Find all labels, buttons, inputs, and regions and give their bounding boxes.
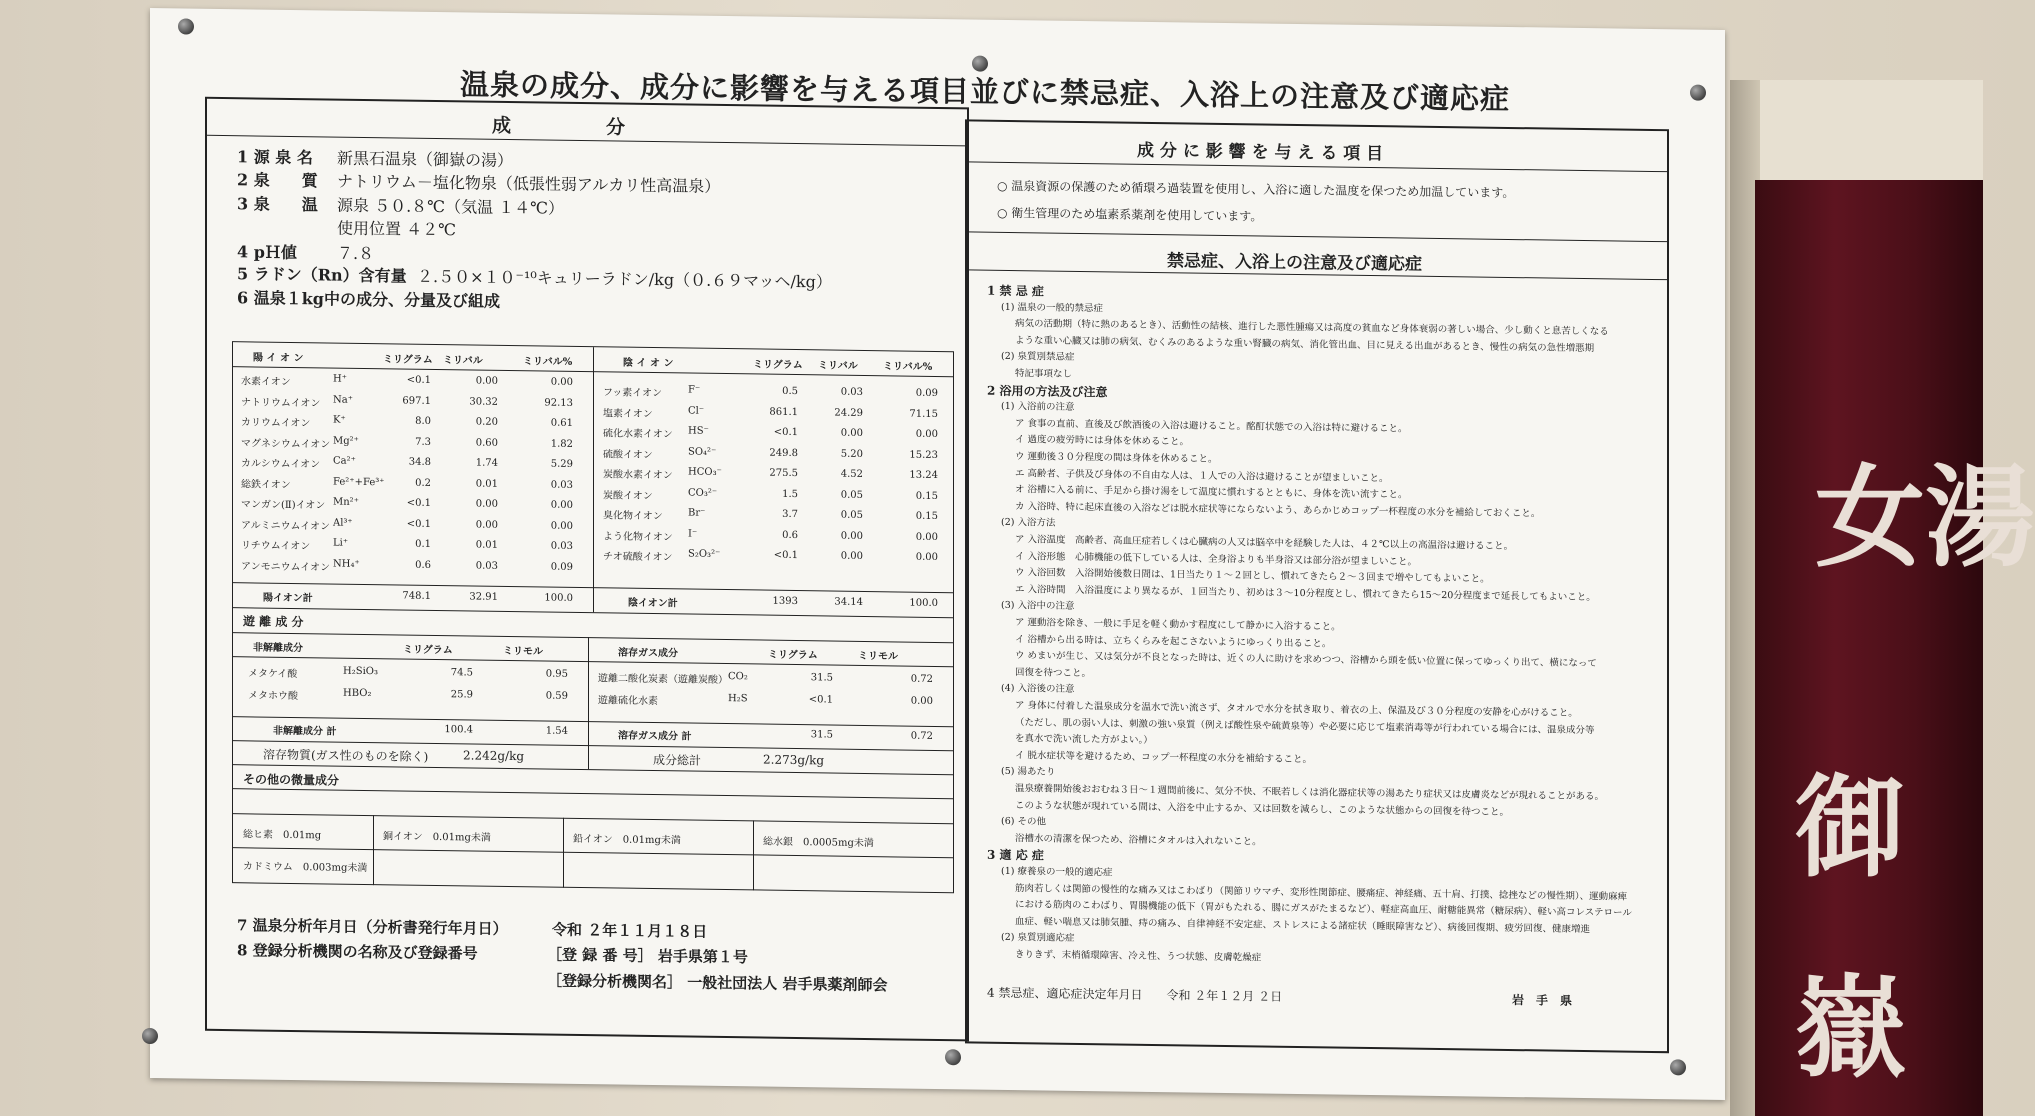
- ion-mval-pct: 5.29: [550, 458, 573, 470]
- info-label: 1 源 泉 名: [237, 147, 313, 168]
- total-mg: 100.4: [444, 724, 473, 736]
- ion-formula: Cl⁻: [688, 405, 705, 417]
- gas-mmol: 0.72: [910, 673, 933, 685]
- ion-mval: 0.01: [475, 539, 498, 551]
- screw: [1670, 1059, 1686, 1075]
- caution-line: ウ 運動後３０分程度の間は身体を休めること。: [1015, 451, 1218, 465]
- ion-formula: Ca²⁺: [333, 455, 356, 467]
- noren-curtain: [1755, 180, 2035, 1116]
- caution-line: ような重い心臓又は肺の病気、むくみのあるような重い腎臓の病気、消化管出血、目に見える出血があるとき、慢性の病気の急性増悪期: [1015, 334, 1595, 354]
- caution-line: (3) 入浴中の注意: [1001, 600, 1075, 613]
- info-label: 2 泉 質: [237, 170, 318, 191]
- caution-line: 回復を待つこと。: [1015, 666, 1092, 679]
- ion-mval: 0.60: [475, 437, 498, 449]
- ion-formula: Li⁺: [333, 537, 349, 549]
- ion-mval-pct: 92.13: [544, 397, 573, 409]
- ion-mval: 0.05: [840, 489, 863, 501]
- gas-mg: <0.1: [808, 694, 833, 706]
- caution-line: オ 浴槽に入る前に、手足から掛け湯をして温度に慣れするとともに、身体を洗い流すこと。: [1015, 484, 1408, 501]
- caution-line: カ 入浴時、特に起床直後の入浴などは脱水症状等にならないよう、あらかじめコップ一杯程度の水分を補給しておくこと。: [1015, 500, 1541, 520]
- ion-name: 炭酸水素イオン: [603, 469, 673, 482]
- total-mval: 32.91: [469, 591, 498, 603]
- total-mmol: 1.54: [545, 725, 568, 737]
- ion-mg: 8.0: [415, 415, 431, 427]
- caution-line: における筋肉のこわばり、胃腸機能の低下（胃がもたれる、腸にガスがたまるなど）、軽症高血圧、耐糖能異常（糖尿病）、軽い高コレステロール: [1015, 899, 1632, 919]
- ion-mval: 0.00: [840, 530, 863, 542]
- total-label: 非解離成分 計: [273, 725, 337, 738]
- ion-formula: F⁻: [688, 384, 701, 396]
- ion-name: 臭化物イオン: [603, 510, 663, 523]
- caution-line: 病気の活動期（特に熱のあるとき）、活動性の結核、進行した悪性腫瘍又は高度の貧血など身体衰弱の著しい場合、少し動くと息苦しくなる: [1015, 318, 1609, 338]
- total-mg: 748.1: [402, 590, 431, 602]
- ion-mg: 34.8: [408, 456, 431, 468]
- ion-mg: <0.1: [406, 497, 431, 509]
- gas-formula: H₂S: [728, 693, 748, 705]
- board-title: 温泉の成分、成分に影響を与える項目並びに禁忌症、入浴上の注意及び適応症: [460, 67, 1511, 116]
- footer-value: ［登録分析機関名］ 一般社団法人 岩手県薬剤師会: [547, 971, 888, 995]
- effects-header: 成 分 に 影 響 を 与 え る 項 目: [1137, 140, 1384, 165]
- gas-mg: 31.5: [810, 672, 833, 684]
- ion-mval-pct: 0.03: [550, 479, 573, 491]
- ion-formula: K⁺: [333, 414, 346, 426]
- ion-mval-pct: 71.15: [909, 408, 938, 420]
- caution-line: イ 脱水症状等を避けるため、コップ一杯程度の水分を補給すること。: [1015, 749, 1312, 766]
- caution-line: を真水で洗い流した方がよい。）: [1015, 733, 1153, 747]
- info-label: 5 ラドン（Rn）含有量: [237, 264, 407, 286]
- ion-name: フッ素イオン: [603, 387, 662, 400]
- ion-name: 塩素イオン: [603, 407, 653, 420]
- ion-name: ナトリウムイオン: [241, 396, 321, 409]
- caution-line: ウ 入浴回数 入浴開始後数日間は、1日当たり１～２回とし、慣れてきたら２～３回まで増やしてもよいこと。: [1015, 567, 1490, 585]
- ion-formula: NH₄⁺: [333, 558, 360, 570]
- composition-table: [232, 341, 954, 893]
- info-value: 使用位置 ４２℃: [337, 218, 456, 240]
- dissolved-value: 2.242g/kg: [463, 748, 525, 764]
- ion-name: アルミニウムイオン: [241, 519, 330, 533]
- info-label: 6 温泉１kg中の成分、分量及び組成: [237, 288, 500, 311]
- ion-name: 水素イオン: [241, 376, 291, 388]
- ion-mval-pct: 0.00: [550, 520, 573, 532]
- column-header: ミリモル: [858, 650, 898, 663]
- ion-mg: 1.5: [782, 488, 798, 500]
- caution-line: (2) 泉質別適応症: [1001, 932, 1075, 945]
- ion-formula: CO₃²⁻: [688, 487, 718, 499]
- ion-mval-pct: 1.82: [550, 438, 573, 450]
- ion-mval-pct: 0.09: [550, 561, 573, 573]
- ion-mval: 0.00: [475, 498, 498, 510]
- ion-formula: Br⁻: [688, 507, 706, 519]
- trace-item: 銅イオン 0.01mg未満: [383, 831, 491, 844]
- info-label: 4 pＨ値: [237, 242, 297, 263]
- caution-line: 2 浴用の方法及び注意: [987, 383, 1108, 399]
- caution-line: ア 運動浴を除き、一般に手足を軽く動かす程度にして静かに入浴すること。: [1015, 617, 1341, 633]
- caution-line: 浴槽水の清潔を保つため、浴槽にタオルは入れないこと。: [1015, 832, 1262, 848]
- caution-line: 温泉療養開始後おおむね３日～１週間前後に、気分不快、不眠若しくは消化器症状等の湯あたり症状又は皮膚炎などが現れることがある。: [1015, 783, 1605, 803]
- ion-mg: 0.6: [782, 529, 798, 541]
- ion-mg: 0.2: [415, 477, 431, 489]
- ion-mg: 3.7: [782, 508, 798, 521]
- ion-mval: 1.74: [475, 457, 498, 469]
- total-mg: 1393: [772, 595, 798, 608]
- effect-note: ○ 衛生管理のため塩素系薬剤を使用しています。: [997, 205, 1263, 224]
- ion-mval: 0.00: [475, 375, 498, 387]
- caution-line: (1) 入浴前の注意: [1001, 401, 1075, 414]
- ion-mval-pct: 0.00: [550, 376, 573, 388]
- footer-value: ［登 録 番 号］ 岩手県第１号: [547, 945, 748, 967]
- ion-name: リチウムイオン: [241, 540, 311, 553]
- ion-formula: Mg²⁺: [333, 435, 359, 447]
- ion-name: チオ硫酸イオン: [603, 551, 673, 564]
- ion-mg: <0.1: [406, 518, 431, 530]
- ion-name: カルシウムイオン: [241, 458, 321, 471]
- caution-line: (6) その他: [1001, 816, 1046, 828]
- info-label: 3 泉 温: [237, 194, 318, 215]
- caution-line: きりきず、末梢循環障害、冷え性、うつ状態、皮膚乾燥症: [1015, 949, 1262, 964]
- components-panel: [205, 97, 969, 1042]
- column-header: ミリバル%: [883, 361, 933, 373]
- wall-edge: [1755, 80, 1983, 180]
- footer-label: 8 登録分析機関の名称及び登録番号: [237, 941, 478, 963]
- gas-formula: CO₂: [728, 671, 748, 683]
- gas-name: 遊離硫化水素: [598, 695, 658, 708]
- ion-mval-pct: 0.00: [915, 428, 938, 441]
- caution-line: 1 禁 忌 症: [987, 283, 1044, 299]
- caution-line: イ 入浴形態 心肺機能の低下している人は、全身浴よりも半身浴又は部分浴が望ましいこと。: [1015, 550, 1418, 568]
- total-label: 溶存ガス成分 計: [618, 730, 692, 743]
- component-name: メタケイ酸: [248, 668, 298, 681]
- ion-name: 硫化水素イオン: [603, 428, 673, 441]
- gas-mmol: 0.00: [910, 695, 933, 707]
- ion-mval-pct: 0.03: [550, 540, 573, 552]
- ion-name: マグネシウムイオン: [241, 437, 331, 451]
- ion-mval: 0.00: [475, 519, 498, 531]
- component-formula: HBO₂: [343, 687, 372, 700]
- curtain-char: 嶽: [1795, 963, 1905, 1092]
- ion-name: カリウムイオン: [241, 417, 311, 430]
- caution-line: エ 入浴時間 入浴温度により異なるが、１回当たり、初めは３～10分程度とし、慣れてきたら15～20分程度まで延長してもよいこと。: [1015, 583, 1596, 603]
- authority: 岩 手 県: [1512, 993, 1573, 1008]
- total-mg: 31.5: [810, 729, 833, 741]
- column-header: ミリグラム: [768, 649, 818, 662]
- info-value: ７.８: [337, 243, 375, 264]
- ion-name: 総鉄イオン: [241, 478, 291, 491]
- ion-mg: 697.1: [402, 395, 431, 407]
- component-mg: 74.5: [450, 667, 473, 679]
- footer-label: 7 温泉分析年月日（分析書発行年月日）: [237, 916, 508, 938]
- info-value: ２.５０×１０⁻¹⁰キュリーラドン/kg（０.６９マッヘ/kg）: [417, 266, 832, 292]
- ion-mg: 0.5: [782, 385, 798, 398]
- caution-line: (1) 療養泉の一般的適応症: [1001, 865, 1113, 879]
- component-formula: H₂SiO₃: [343, 665, 378, 678]
- column-header: ミリバル%: [523, 356, 573, 368]
- info-value: 源泉 ５０.８℃（気温 １４℃）: [337, 195, 565, 218]
- column-header: 非解離成分: [253, 642, 303, 655]
- ion-formula: I⁻: [688, 528, 698, 540]
- ion-name: 硫酸イオン: [603, 448, 653, 461]
- caution-line: ア 食事の直前、直後及び飲酒後の入浴は避けること。酩酊状態での入浴は特に避けること。: [1015, 417, 1408, 435]
- ion-formula: Mn²⁺: [333, 496, 359, 508]
- ion-mval-pct: 15.23: [909, 449, 938, 461]
- total-pct: 100.0: [909, 597, 938, 610]
- caution-line: （ただし、肌の弱い人は、刺激の強い泉質（例えば酸性泉や硫黄泉等）や必要に応じて塩素消毒等が行われている場合には、温泉成分等: [1015, 716, 1595, 736]
- total-mmol: 0.72: [910, 730, 933, 742]
- caution-line: (5) 湯あたり: [1001, 766, 1056, 779]
- ion-name: 炭酸イオン: [603, 489, 653, 502]
- ion-formula: Al³⁺: [333, 517, 353, 529]
- info-value: ナトリウム－塩化物泉（低張性弱アルカリ性高温泉）: [337, 171, 721, 196]
- ion-name: アンモニウムイオン: [241, 560, 330, 574]
- gas-name: 遊離二酸化炭素（遊離炭酸）: [598, 673, 728, 687]
- ion-mg: 0.6: [415, 559, 431, 571]
- trace-header: その他の微量成分: [243, 772, 340, 788]
- total-pct: 100.0: [544, 592, 573, 604]
- column-header: ミリバル: [443, 355, 483, 367]
- trace-item: 総水銀 0.0005mg未満: [763, 836, 874, 850]
- caution-line: イ 過度の疲労時には身体を休めること。: [1015, 434, 1190, 448]
- ion-mval-pct: 0.15: [915, 510, 938, 523]
- total-label: 成分総計: [653, 753, 702, 768]
- ion-mval-pct: 0.00: [915, 551, 938, 564]
- caution-line: イ 浴槽から出る時は、立ちくらみを起こさないようにゆっくり出ること。: [1015, 633, 1332, 650]
- trace-item: 総ヒ素 0.01mg: [243, 829, 322, 842]
- ion-mval: 0.05: [840, 509, 863, 521]
- ion-mval-pct: 0.00: [915, 531, 938, 543]
- ion-name: よう化物イオン: [603, 530, 673, 543]
- ion-mg: <0.1: [773, 426, 798, 439]
- curtain-char: 湯: [1925, 453, 2035, 582]
- screw: [142, 1028, 158, 1044]
- ion-mg: <0.1: [406, 374, 431, 386]
- caution-line: 血症、軽い喘息又は肺気腫、痔の痛み、自律神経不安定症、ストレスによる諸症状（睡眠障害など）、病後回復期、疲労回復、健康増進: [1015, 915, 1591, 935]
- caution-line: 筋肉若しくは関節の慢性的な痛み又はこわばり（関節リウマチ、変形性関節症、腰痛症、神経痛、五十肩、打撲、捻挫などの慢性期）、運動麻痺: [1015, 882, 1628, 903]
- column-header: ミリモル: [503, 645, 543, 658]
- cautions-header: 禁忌症、入浴上の注意及び適応症: [1167, 251, 1422, 275]
- dissolved-label: 溶存物質(ガス性のものを除く): [263, 747, 429, 764]
- trace-item: 鉛イオン 0.01mg未満: [573, 833, 681, 847]
- curtain-char: 御: [1795, 763, 1905, 892]
- column-header: 陽 イ オ ン: [253, 352, 304, 365]
- total-label: 陰イオン計: [628, 597, 678, 610]
- effect-note: ○ 温泉資源の保護のため循環ろ過装置を使用し、入浴に適した温度を保つため加温しています。: [997, 178, 1515, 201]
- ion-mg: 0.1: [415, 538, 431, 550]
- ion-formula: H⁺: [333, 373, 347, 385]
- screw: [945, 1049, 961, 1065]
- component-name: メタホウ酸: [248, 690, 298, 703]
- total-mval: 34.14: [834, 596, 863, 608]
- ion-formula: S₂O₃²⁻: [688, 548, 721, 560]
- ion-mval: 4.52: [840, 468, 863, 480]
- effects-panel: [965, 119, 1669, 1053]
- ion-mval: 0.03: [475, 560, 498, 572]
- footer-value: 令和 ２年１１月１８日: [552, 920, 708, 941]
- ion-mval: 30.32: [469, 395, 498, 408]
- components-header: 成 分: [492, 114, 626, 139]
- caution-line: (2) 入浴方法: [1001, 517, 1056, 530]
- component-mmol: 0.59: [545, 690, 568, 702]
- screw: [1690, 85, 1706, 101]
- caution-line: 特記事項なし: [1015, 368, 1073, 380]
- ion-mval: 0.20: [475, 416, 498, 428]
- column-header: ミリバル: [818, 360, 858, 372]
- onsen-info-board: [150, 8, 1725, 1100]
- trace-item: カドミウム 0.003mg未満: [243, 861, 368, 875]
- caution-line: ア 入浴温度 高齢者、高血圧症若しくは心臓病の人又は脳卒中を経験した人は、４２℃以上の高温浴は避けること。: [1015, 534, 1514, 553]
- column-header: 溶存ガス成分: [618, 647, 678, 660]
- column-header: 陰 イ オ ン: [623, 357, 674, 370]
- ion-mval: 5.20: [840, 448, 863, 460]
- ion-mval-pct: 13.24: [909, 469, 938, 482]
- caution-line: (2) 泉質別禁忌症: [1001, 351, 1075, 364]
- ion-mg: 861.1: [769, 406, 798, 418]
- info-value: 新黒石温泉（御嶽の湯）: [337, 148, 514, 171]
- ion-formula: HCO₃⁻: [688, 466, 722, 478]
- ion-mval: 0.01: [475, 478, 498, 490]
- ion-formula: HS⁻: [688, 425, 709, 437]
- caution-line: このような状態が現れている間は、入浴を中止するか、又は回数を減らし、このような状態からの回復を待つこと。: [1015, 799, 1510, 818]
- total-value: 2.273g/kg: [763, 752, 825, 768]
- ion-mval-pct: 0.00: [550, 499, 573, 511]
- ion-name: マンガン(Ⅱ)イオン: [241, 499, 326, 512]
- free-components-header: 遊 離 成 分: [243, 614, 304, 630]
- ion-mg: 249.8: [769, 447, 798, 459]
- column-header: ミリグラム: [403, 644, 453, 657]
- ion-formula: SO₄²⁻: [688, 446, 717, 458]
- caution-line: ウ めまいが生じ、又は気分が不良となった時は、近くの人に助けを求めつつ、浴槽から頭を低い位置に保ってゆっくり出て、横になって: [1015, 650, 1597, 670]
- ion-mval: 0.00: [840, 550, 863, 562]
- ion-mg: 7.3: [415, 436, 431, 448]
- ion-mval-pct: 0.61: [550, 417, 573, 429]
- ion-mg: 275.5: [769, 467, 798, 480]
- curtain-char: 女: [1815, 453, 1925, 582]
- decision-date: 4 禁忌症、適応症決定年月日 令和 ２年１２月 ２日: [987, 985, 1283, 1004]
- ion-formula: Fe²⁺+Fe³⁺: [333, 476, 385, 488]
- screw: [178, 18, 194, 34]
- total-label: 陽イオン計: [263, 592, 313, 605]
- ion-formula: Na⁺: [333, 394, 353, 406]
- caution-line: 3 適 応 症: [987, 848, 1044, 863]
- caution-line: (1) 温泉の一般的禁忌症: [1001, 301, 1103, 314]
- component-mg: 25.9: [450, 689, 473, 701]
- caution-line: ア 身体に付着した温泉成分を温水で洗い流さず、タオルで水分を拭き取り、着衣の上、保温及び３０分程度の安静を心がけること。: [1015, 700, 1578, 719]
- component-mmol: 0.95: [545, 668, 568, 680]
- ion-mg: <0.1: [773, 549, 798, 562]
- ion-mval-pct: 0.15: [915, 490, 938, 502]
- ion-mval: 24.29: [834, 407, 863, 419]
- caution-line: エ 高齢者、子供及び身体の不自由な人は、１人での入浴は避けることが望ましいこと。: [1015, 467, 1389, 484]
- ion-mval-pct: 0.09: [915, 387, 938, 400]
- ion-mval: 0.03: [840, 386, 863, 398]
- column-header: ミリグラム: [383, 354, 433, 366]
- column-header: ミリグラム: [753, 359, 803, 372]
- ion-mval: 0.00: [840, 427, 863, 439]
- caution-line: (4) 入浴後の注意: [1001, 683, 1075, 696]
